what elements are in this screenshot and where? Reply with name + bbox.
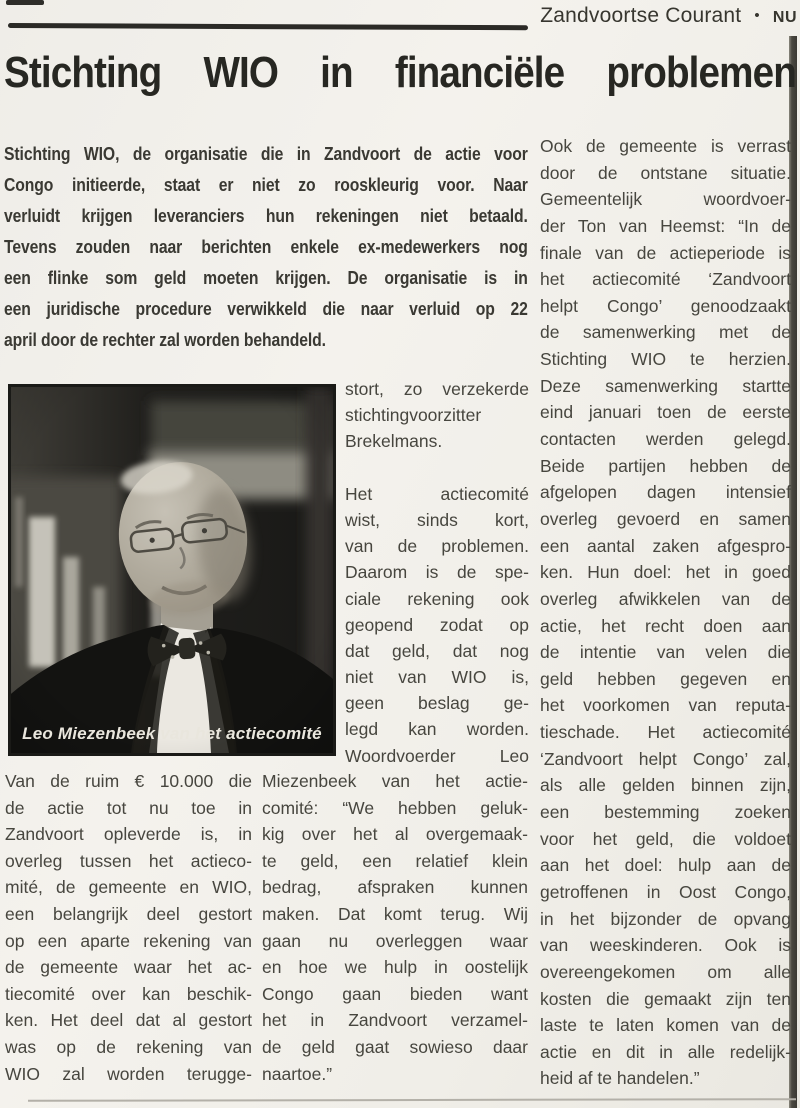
text-line: geen beslag ge-	[345, 693, 529, 714]
text-line: een belangrijk deel gestort	[5, 903, 252, 924]
text-line: kosten die gemaakt zijn ten	[540, 988, 791, 1009]
newspaper-title: Zandvoortse Courant	[540, 4, 742, 27]
text-line: van weeskinderen. Ook is	[540, 935, 791, 956]
text-line: het in Zandvoort verzamel-	[262, 1010, 528, 1031]
text-line: Congo gaan bieden want	[262, 983, 528, 1004]
text-line: Daarom is de spe-	[345, 562, 529, 583]
text-line: maken. Dat komt terug. Wij	[262, 903, 528, 924]
text-line: een juridische procedure verwikkeld die naar verluid op 22	[4, 299, 528, 319]
text-line: overleg tussen het actieco-	[5, 850, 252, 871]
text-line: was op de rekening van	[5, 1036, 252, 1057]
text-line: Gemeentelijk woordvoer-	[540, 189, 791, 210]
text-line: actie en dit in alle redelijk-	[540, 1041, 791, 1062]
column-left	[5, 768, 252, 1087]
edition-label: NU	[772, 9, 797, 26]
text-line: ken. Het deel dat al gestort	[5, 1010, 252, 1031]
text-line: een aantal zaken afgespro-	[540, 535, 791, 556]
text-line: de gemeente waar het ac-	[5, 957, 252, 978]
text-line: comité: “We hebben geluk-	[262, 797, 528, 818]
text-line: ciale rekening ook	[345, 588, 529, 609]
text-line: Beide partijen hebben de	[540, 455, 791, 476]
text-line: het voorkomen van reputa-	[540, 695, 791, 716]
text-line: het actiecomité ‘Zandvoort	[540, 269, 791, 290]
article-photo	[8, 384, 336, 756]
article-lead-paragraph	[4, 139, 528, 356]
text-line: Het actiecomité	[345, 483, 529, 504]
text-line: Brekelmans.	[345, 431, 443, 452]
text-line: finale van de actieperiode is	[540, 242, 791, 263]
text-line: Miezenbeek van het actie-	[262, 771, 528, 791]
text-line: wist, sinds kort,	[345, 509, 529, 530]
text-line: dat geld, dat nog	[345, 640, 529, 661]
bottom-rule	[28, 1098, 796, 1102]
text-line: Deze samenwerking startte	[540, 375, 791, 396]
text-line: der Ton van Heemst: “In de	[540, 215, 791, 236]
text-line: Stichting WIO te herzien.	[540, 349, 791, 370]
text-line: overleg gevoerd en samen	[540, 508, 791, 529]
bullet-separator-icon: •	[754, 7, 760, 24]
text-line: Woordvoerder Leo	[345, 745, 529, 766]
portrait-photo-illustration	[11, 387, 333, 753]
text-line: Zandvoort opleverde is, in	[5, 824, 252, 845]
text-line: WIO zal worden terugge-	[5, 1063, 252, 1084]
column-right	[540, 133, 791, 1092]
text-line: helpt Congo’ genoodzaakt	[540, 295, 791, 316]
text-line: de geld gaat sowieso daar	[262, 1036, 528, 1057]
text-line: en hoe we hulp in oostelijk	[262, 957, 528, 978]
text-line: niet van WIO is,	[345, 667, 529, 688]
text-line: ‘Zandvoort helpt Congo’ zal,	[540, 748, 791, 769]
text-line: Ook de gemeente is verrast	[540, 136, 791, 156]
text-line: Stichting WIO, de organisatie die in Zandvoort de actie voor	[4, 144, 528, 164]
text-line: Congo initieerde, staat er niet zo rooskleurig voor. Naar	[4, 175, 528, 195]
text-line: Van de ruim € 10.000 die	[5, 771, 252, 791]
text-line: tiecomité over kan beschik-	[5, 983, 252, 1004]
text-line: legd kan worden.	[345, 719, 529, 740]
text-line: april door de rechter zal worden behandeld.	[4, 330, 326, 350]
text-line: bedrag, afspraken kunnen	[262, 877, 528, 898]
text-line: de samenwerking met de	[540, 322, 791, 343]
photo-caption: Leo Miezenbeek van het actiecomité	[22, 724, 322, 743]
text-line: van de problemen.	[345, 536, 529, 557]
text-line: Tevens zouden naar berichten enkele ex-medewerkers nog	[4, 237, 528, 257]
text-line: afgelopen dagen intensief	[540, 482, 791, 503]
text-line: door de ontstane situatie.	[540, 162, 791, 183]
text-line: als alle gelden binnen zijn,	[540, 775, 791, 796]
text-line: de intentie van velen die	[540, 642, 791, 663]
text-line: kig over het al overgemaak-	[262, 824, 528, 845]
text-line: ken. Hun doel: het in goed	[540, 562, 791, 583]
paragraph-gap	[345, 455, 529, 481]
text-line: naartoe.”	[262, 1063, 333, 1084]
masthead-text	[0, 4, 797, 28]
text-line: de actie tot nu toe in	[5, 797, 252, 818]
text-line: gaan nu overleggen waar	[262, 930, 528, 951]
text-line: een flinke som geld moeten krijgen. De organisatie is in	[4, 268, 528, 288]
text-line: tieschade. Het actiecomité	[540, 722, 791, 743]
text-line: in het bijzonder de opvang	[540, 908, 791, 929]
text-line: voor het geld, die voldoet	[540, 828, 791, 849]
text-line: op een aparte rekening van	[5, 930, 252, 951]
text-line: een bestemming zoeken	[540, 802, 791, 823]
text-line: aan het doel: hulp aan de	[540, 855, 791, 876]
text-line: laste te laten komen van de	[540, 1015, 791, 1036]
text-line: getroffenen in Oost Congo,	[540, 881, 791, 902]
text-line: overleg afwikkelen van de	[540, 588, 791, 609]
text-line: contacten werden gelegd.	[540, 429, 791, 450]
text-line: verluidt krijgen leveranciers hun rekeningen niet betaald.	[4, 206, 528, 226]
article-headline: Stichting WIO in financiële problemen	[4, 48, 796, 97]
text-line: actie, het recht doen aan	[540, 615, 791, 636]
text-line: geopend zodat op	[345, 614, 529, 635]
text-line: eind januari toen de eerste	[540, 402, 791, 423]
text-line: overeengekomen om alle	[540, 961, 791, 982]
column-middle-upper	[345, 376, 529, 769]
text-line: geld hebben gegeven en	[540, 668, 791, 689]
text-line: stichtingvoorzitter	[345, 405, 482, 426]
column-middle-lower	[262, 768, 528, 1087]
text-line: mité, de gemeente en WIO,	[5, 877, 252, 898]
text-line: stort, zo verzekerde	[345, 379, 529, 399]
text-line: te geld, een relatief klein	[262, 850, 528, 871]
text-line: heid af te handelen.”	[540, 1068, 700, 1089]
